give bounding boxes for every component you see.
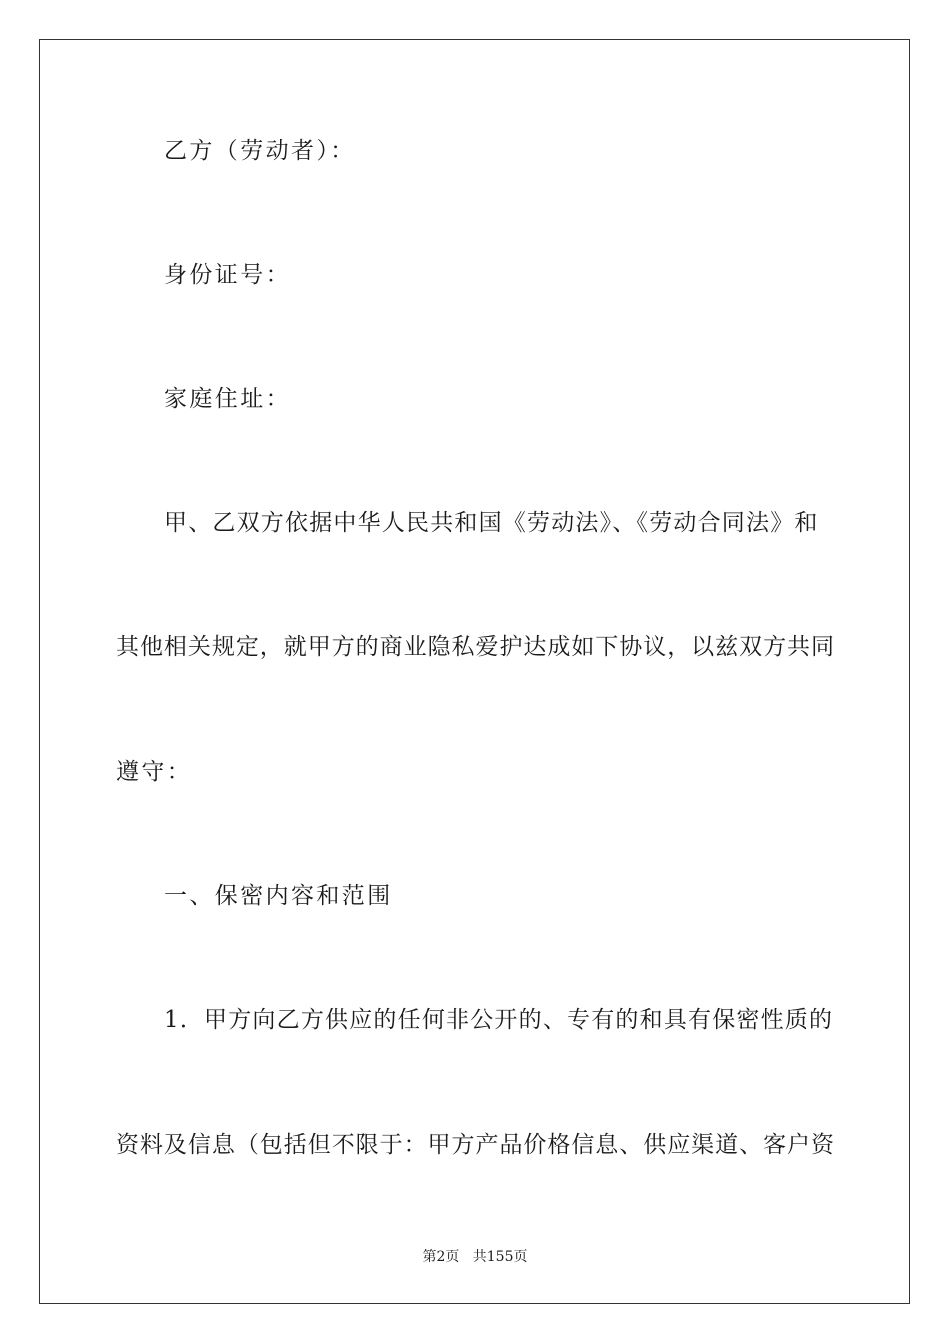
clause-1-line-1: 1．甲方向乙方供应的任何非公开的、专有的和具有保密性质的 [164,1007,834,1033]
preamble-line-1: 甲、乙双方依据中华人民共和国《劳动法》、《劳动合同法》和 [164,510,819,536]
party-b-label: 乙方（劳动者）： [164,138,356,164]
page-border [39,39,910,1304]
home-address-label: 家庭住址： [164,386,291,412]
page-footer: 第2页 共155页 [422,1249,528,1265]
id-number-label: 身份证号： [164,262,291,288]
section-1-heading: 一、保密内容和范围 [164,883,393,909]
preamble-line-3: 遵守： [116,759,193,785]
preamble-line-2: 其他相关规定，就甲方的商业隐私爱护达成如下协议，以兹双方共同 [116,634,834,660]
clause-1-line-2: 资料及信息（包括但不限于：甲方产品价格信息、供应渠道、客户资 [116,1132,834,1158]
